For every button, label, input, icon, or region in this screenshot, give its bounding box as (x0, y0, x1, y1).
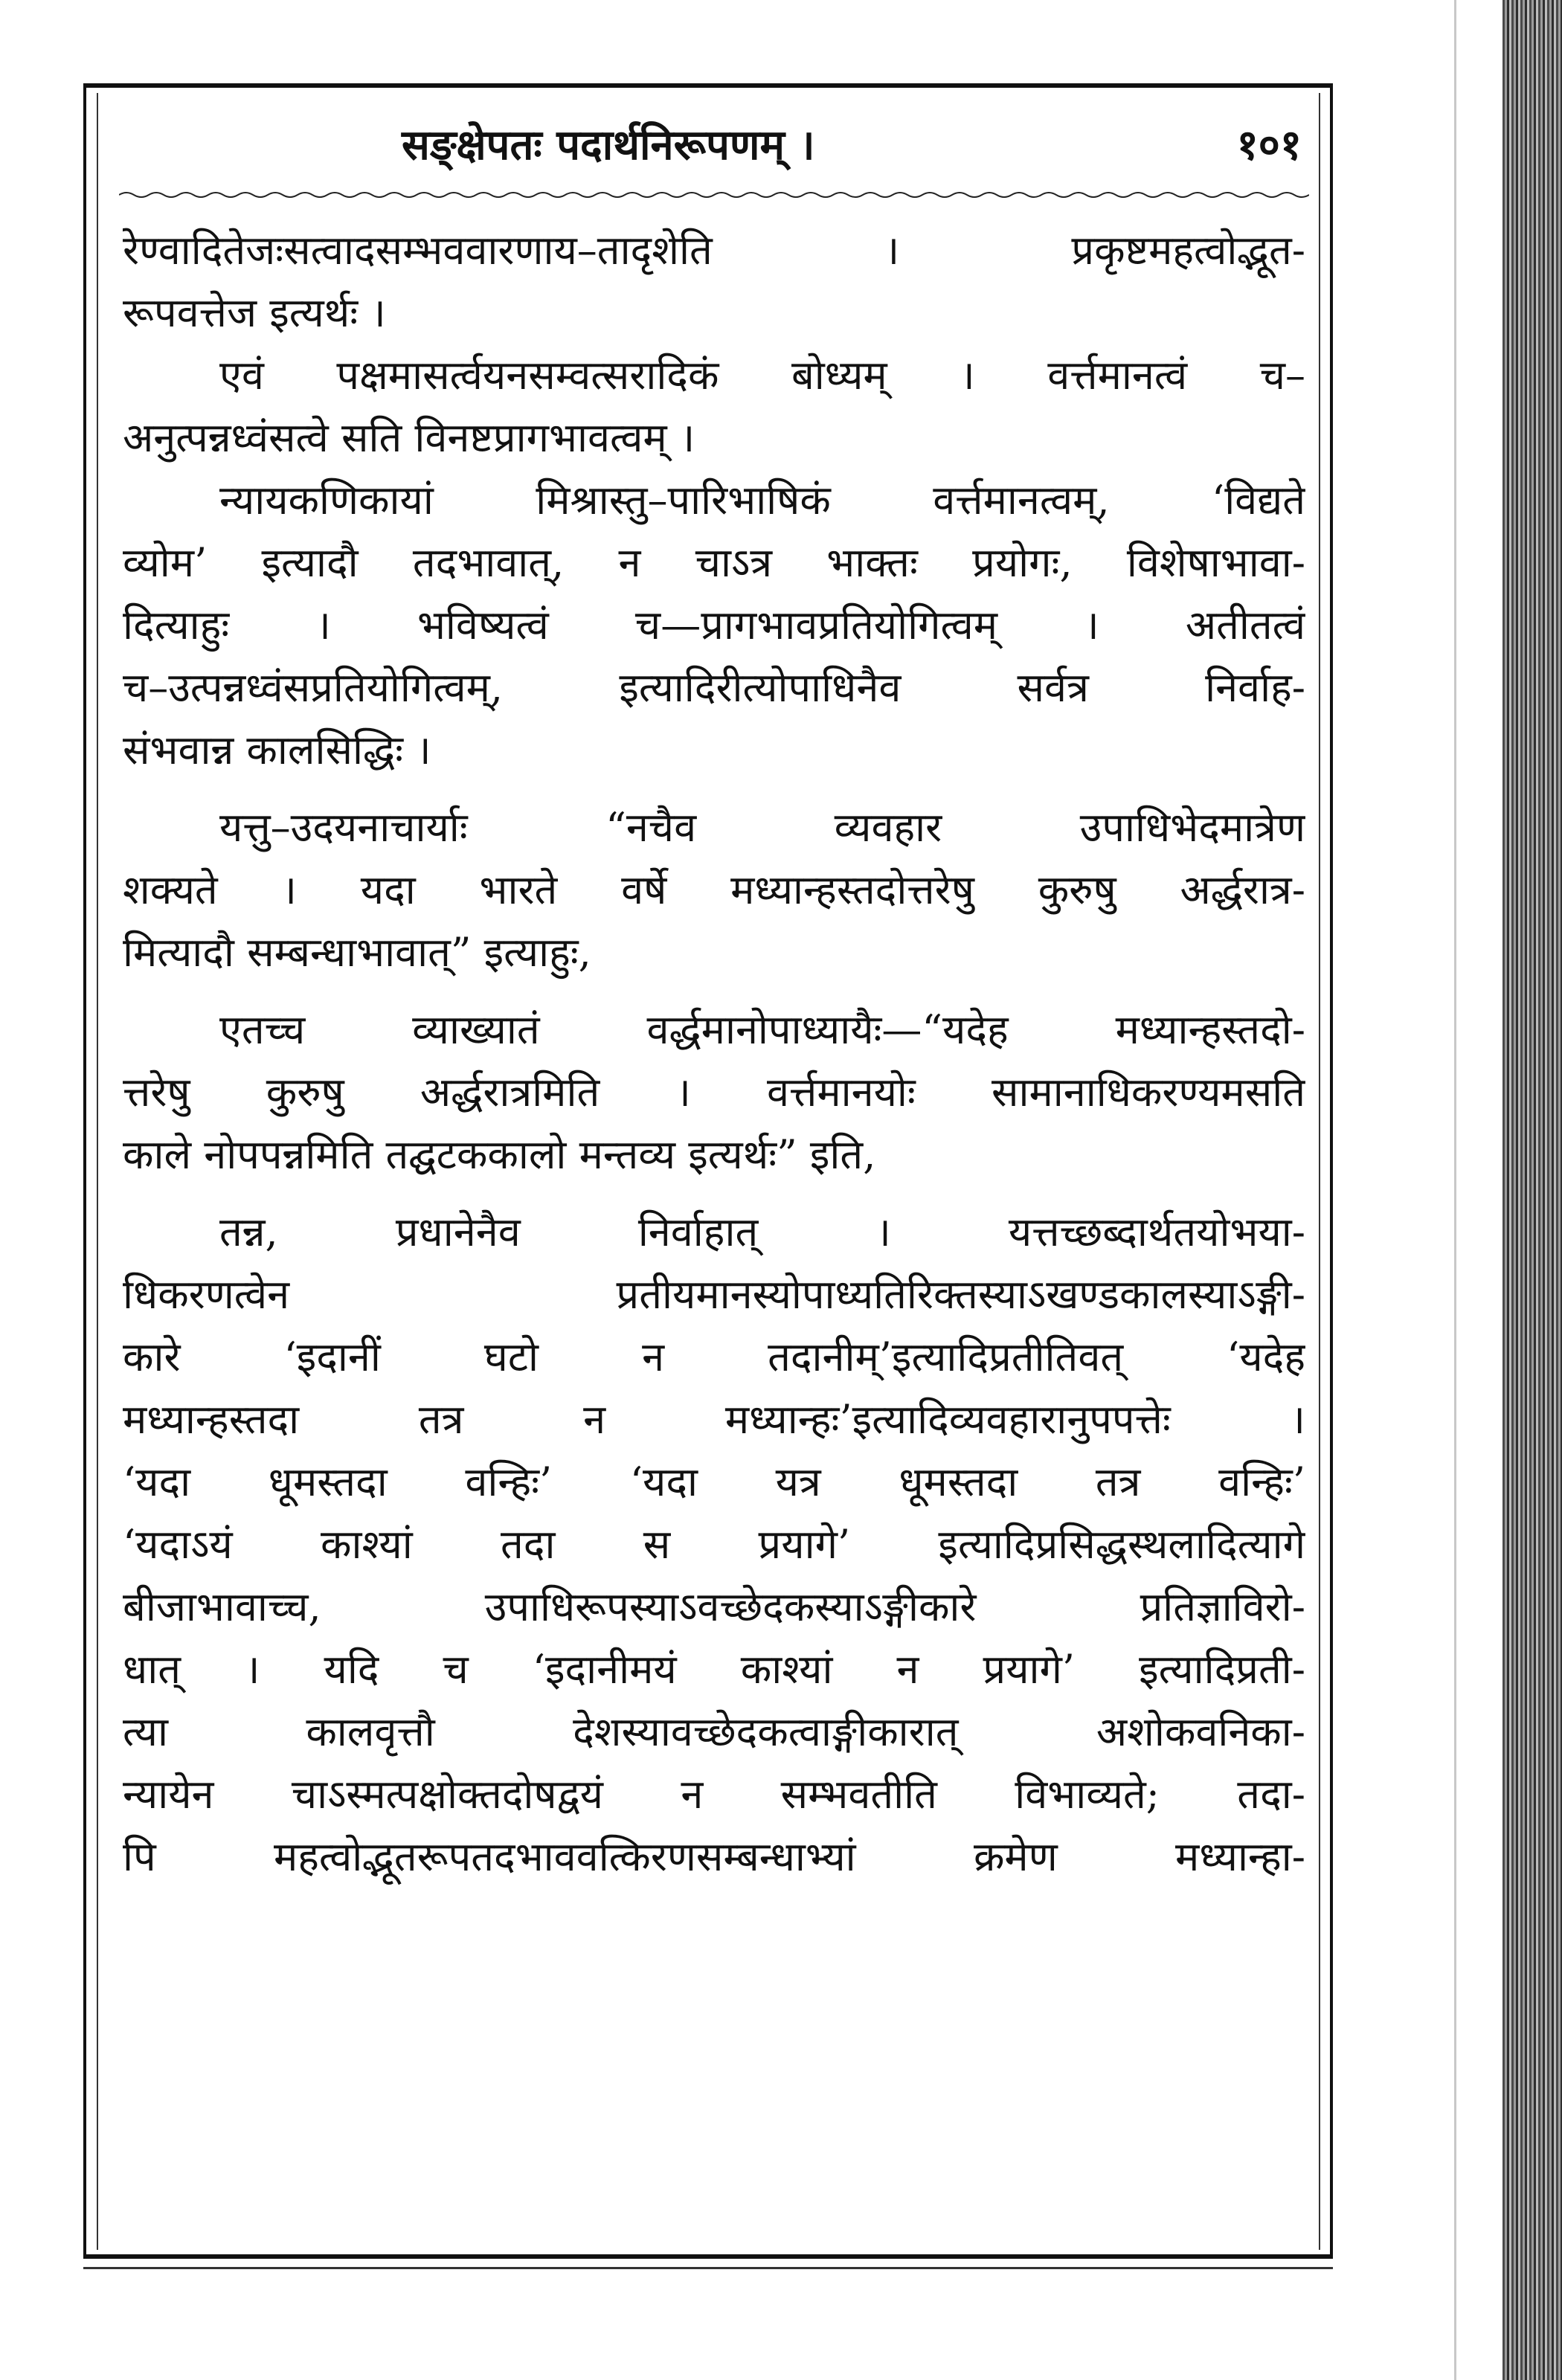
text-line: रूपवत्तेज इत्यर्थः । (123, 289, 386, 336)
text-line: अनुत्पन्नध्वंसत्वे सति विनष्टप्रागभावत्वम् । (123, 414, 695, 461)
text-line: शक्यते । यदा भारते वर्षे मध्यान्हस्तदोत्तरेषु कुरुषु अर्द्धरात्र- (123, 866, 1305, 913)
text-line: बीजाभावाच्च, उपाधिरूपस्याऽवच्छेदकस्याऽङ्गीकारे प्रतिज्ञाविरो- (123, 1583, 1305, 1630)
text-line: पि महत्वोद्भूतरूपतदभाववत्किरणसम्बन्धाभ्यां क्रमेण मध्यान्हा- (123, 1833, 1305, 1880)
binding-gutter-line (1454, 0, 1456, 2380)
text-line: संभवान्न कालसिद्धिः । (123, 727, 431, 774)
text-line: दित्याहुः । भविष्यत्वं च—प्रागभावप्रतियोगित्वम् । अतीतत्वं (123, 602, 1305, 649)
text-line: यत्तु–उदयनाचार्याः “नचैव व्यवहार उपाधिभेदमात्रेण (219, 804, 1305, 851)
text-line: मध्यान्हस्तदा तत्र न मध्यान्हः’इत्यादिव्यवहारानुपपत्तेः । (123, 1396, 1305, 1443)
text-line: धिकरणत्वेन प्रतीयमानस्योपाध्यतिरिक्तस्याऽखण्डकालस्याऽङ्गी- (123, 1271, 1305, 1318)
text-line: न्यायेन चाऽस्मत्पक्षोक्तदोषद्वयं न सम्भवतीति विभाव्यते; तदा- (123, 1771, 1305, 1818)
text-line: त्या कालवृत्तौ देशस्यावच्छेदकत्वाङ्गीकारात् अशोकवनिका- (123, 1708, 1305, 1755)
text-line: च–उत्पन्नध्वंसप्रतियोगित्वम्, इत्यादिरीत्योपाधिनैव सर्वत्र निर्वाह- (123, 664, 1305, 711)
text-line: कारे ‘इदानीं घटो न तदानीम्’इत्यादिप्रतीतिवत् ‘यदेह (123, 1334, 1305, 1380)
body-text (123, 219, 1305, 2228)
text-line: ‘यदा धूमस्तदा वन्हिः’ ‘यदा यत्र धूमस्तदा तत्र वन्हिः’ (123, 1458, 1305, 1505)
text-line: ‘यदाऽयं काश्यां तदा स प्रयागे’ इत्यादिप्रसिद्धस्थलादित्यागे (123, 1521, 1305, 1568)
text-line: धात् । यदि च ‘इदानीमयं काश्यां न प्रयागे’ इत्यादिप्रती- (123, 1646, 1305, 1693)
running-title: सङ्क्षेपतः पदार्थनिरूपणम् । (402, 120, 815, 170)
text-line: काले नोपपन्नमिति तद्घटककालो मन्तव्य इत्यर्थः” इति, (123, 1131, 876, 1178)
text-line: मित्यादौ सम्बन्धाभावात्” इत्याहुः, (123, 929, 591, 976)
page-number: १०१ (1236, 120, 1302, 170)
page-header (119, 112, 1309, 182)
text-line: तन्न, प्रधानेनैव निर्वाहात् । यत्तच्छब्दार्थतयोभया- (219, 1209, 1305, 1255)
text-line: रेण्वादितेजःसत्वादसम्भववारणाय–तादृशेति । प्रकृष्टमहत्वोद्भूत- (123, 227, 1305, 274)
header-wavy-rule (119, 190, 1309, 200)
text-line: एवं पक्षमासर्त्वयनसम्वत्सरादिकं बोध्यम् । वर्त्तमानत्वं च– (219, 352, 1305, 399)
book-binding-edge (1502, 0, 1562, 2380)
text-line: त्तरेषु कुरुषु अर्द्धरात्रमिति । वर्त्तमानयोः सामानाधिकरण्यमसति (123, 1069, 1305, 1116)
text-line: व्योम’ इत्यादौ तदभावात्, न चाऽत्र भाक्तः प्रयोगः, विशेषाभावा- (123, 539, 1305, 586)
text-line: एतच्च व्याख्यातं वर्द्धमानोपाध्यायैः—“यदेह मध्यान्हस्तदो- (219, 1006, 1305, 1053)
text-line: न्यायकणिकायां मिश्रास्तु–पारिभाषिकं वर्त्तमानत्वम्, ‘विद्यते (219, 477, 1305, 524)
bottom-rule (83, 2267, 1333, 2269)
